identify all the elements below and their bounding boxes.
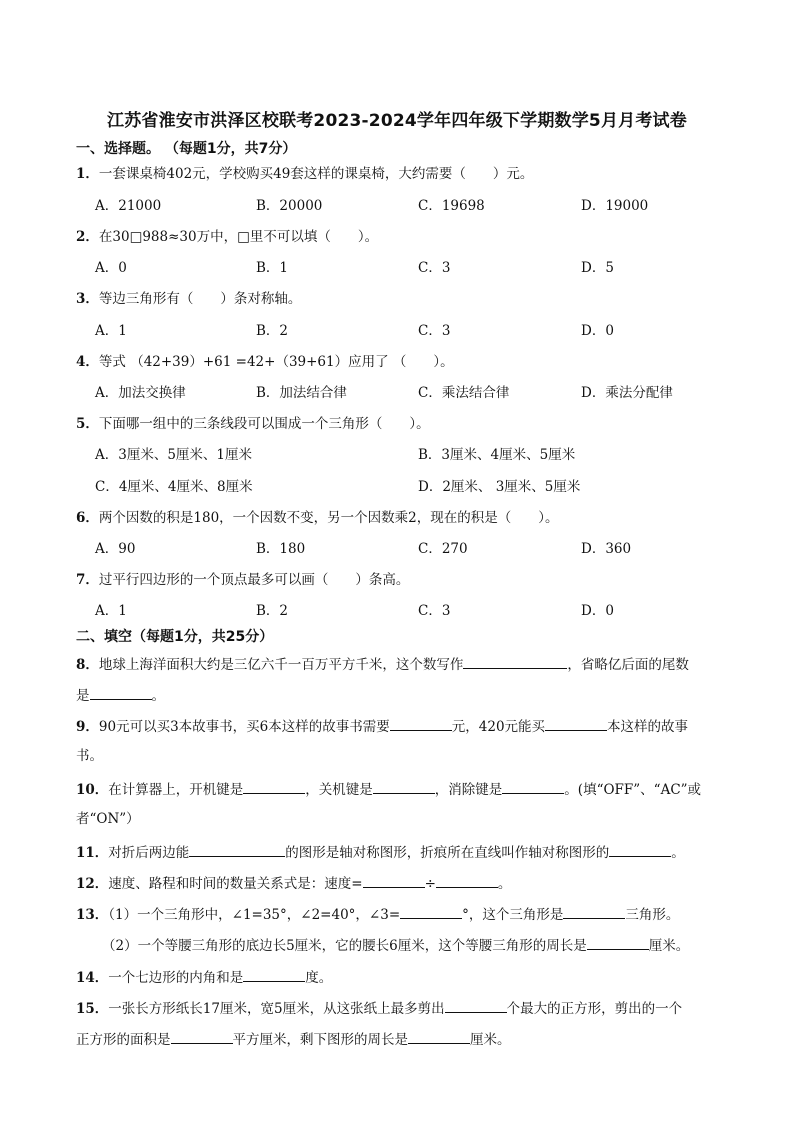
option-b[interactable]: B．2	[256, 323, 289, 339]
question-number: 10．	[76, 782, 109, 798]
answer-blank[interactable]	[243, 778, 305, 794]
answer-blank[interactable]	[171, 1028, 233, 1044]
question-8	[76, 653, 689, 675]
question-text: 厘米。	[648, 938, 690, 954]
answer-blank[interactable]	[445, 997, 507, 1013]
answer-blank[interactable]	[408, 1028, 470, 1044]
question-11	[76, 841, 685, 863]
option-c[interactable]: C．270	[418, 541, 468, 557]
question-text: 两个因数的积是180，一个因数不变，另一个因数乘2，现在的积是（ ）。	[98, 510, 559, 526]
option-c[interactable]: C．4厘米、4厘米、8厘米	[95, 479, 253, 495]
option-b[interactable]: B．加法结合律	[256, 385, 347, 401]
option-a[interactable]: A．90	[95, 541, 136, 557]
question-9	[76, 715, 688, 737]
answer-blank[interactable]	[400, 903, 462, 919]
option-b[interactable]: B．1	[256, 260, 289, 276]
question-text: 在计算器上，开机键是	[108, 782, 244, 798]
question-5	[76, 414, 430, 434]
question-text: 一张长方形纸长17厘米，宽5厘米，从这张纸上最多剪出	[108, 1001, 445, 1017]
question-text: 90元可以买3本故事书，买6本这样的故事书需要	[98, 719, 390, 735]
question-number: 13．	[76, 907, 109, 923]
option-c[interactable]: C．3	[418, 323, 451, 339]
question-3	[76, 289, 301, 309]
question-number: 6．	[76, 510, 99, 526]
question-number: 1．	[76, 166, 99, 182]
question-text: 是	[76, 688, 90, 704]
question-12	[76, 872, 511, 894]
answer-blank[interactable]	[545, 715, 607, 731]
question-text: 等边三角形有（ ）条对称轴。	[98, 291, 302, 307]
option-a[interactable]: A．21000	[95, 198, 162, 214]
option-c[interactable]: C．3	[418, 603, 451, 619]
question-text: 。	[151, 688, 165, 704]
question-13-part-2	[102, 934, 689, 956]
question-text: 三角形。	[625, 907, 680, 923]
answer-blank[interactable]	[373, 778, 435, 794]
question-7	[76, 570, 409, 590]
question-text: 一套课桌椅402元，学校购买49套这样的课桌椅，大约需要（ ）元。	[98, 166, 534, 182]
question-number: 11．	[76, 845, 109, 861]
question-text: 。(填“OFF”、“AC”或	[564, 782, 702, 798]
question-text: °，这个三角形是	[462, 907, 564, 923]
question-number: 3．	[76, 291, 99, 307]
question-number: 15．	[76, 1001, 109, 1017]
question-text: ，关机键是	[305, 782, 373, 798]
question-text: 。	[671, 845, 685, 861]
question-6	[76, 508, 559, 528]
question-number: 12．	[76, 876, 109, 892]
question-number: 14．	[76, 970, 109, 986]
answer-blank[interactable]	[90, 684, 152, 700]
question-text: 度。	[305, 970, 333, 986]
question-10	[76, 778, 701, 800]
question-text: 等式 （42+39）+61 =42+（39+61）应用了 （ ）。	[98, 354, 454, 370]
question-text: ，省略亿后面的尾数	[567, 657, 689, 673]
question-14	[76, 966, 332, 988]
question-number: 7．	[76, 572, 99, 588]
option-d[interactable]: D．0	[581, 323, 614, 339]
question-10-cont: 者“ON”）	[76, 811, 140, 827]
answer-blank[interactable]	[587, 934, 649, 950]
option-d[interactable]: D．0	[581, 603, 614, 619]
question-15	[76, 997, 682, 1019]
question-13	[76, 903, 679, 925]
question-number: 4．	[76, 354, 99, 370]
question-number: 9．	[76, 719, 99, 735]
question-text: 的图形是轴对称图形，折痕所在直线叫作轴对称图形的	[285, 845, 610, 861]
answer-blank[interactable]	[189, 841, 285, 857]
option-c[interactable]: C．19698	[418, 198, 485, 214]
answer-blank[interactable]	[390, 715, 452, 731]
answer-blank[interactable]	[436, 872, 498, 888]
answer-blank[interactable]	[243, 966, 305, 982]
option-d[interactable]: D．360	[581, 541, 632, 557]
question-text: 个最大的正方形，剪出的一个	[506, 1001, 683, 1017]
question-number: 8．	[76, 657, 99, 673]
option-b[interactable]: B．180	[256, 541, 306, 557]
answer-blank[interactable]	[563, 903, 625, 919]
option-c[interactable]: C．3	[418, 260, 451, 276]
section-heading-choice: 一、选择题。 （每题1分，共7分）	[76, 141, 297, 157]
answer-blank[interactable]	[463, 653, 567, 669]
question-9-cont: 书。	[76, 748, 103, 764]
question-2	[76, 227, 378, 247]
option-b[interactable]: B．3厘米、4厘米、5厘米	[418, 447, 576, 463]
option-d[interactable]: D．5	[581, 260, 614, 276]
question-text: ÷	[424, 876, 436, 892]
question-text: 过平行四边形的一个顶点最多可以画（ ）条高。	[98, 572, 410, 588]
question-text: 厘米。	[470, 1032, 511, 1048]
question-text: 一个七边形的内角和是	[108, 970, 244, 986]
option-d[interactable]: D．乘法分配律	[581, 385, 673, 401]
option-a[interactable]: A．1	[95, 323, 127, 339]
question-text: 在30□988≈30万中，□里不可以填（ ）。	[98, 229, 379, 245]
option-d[interactable]: D．2厘米、 3厘米、5厘米	[418, 479, 581, 495]
option-a[interactable]: A．3厘米、5厘米、1厘米	[95, 447, 253, 463]
question-text: 本这样的故事	[607, 719, 689, 735]
option-a[interactable]: A．加法交换律	[95, 385, 186, 401]
question-1	[76, 164, 533, 184]
section-heading-fill: 二、填空（每题1分，共25分）	[76, 629, 274, 645]
question-text: 下面哪一组中的三条线段可以围成一个三角形（ ）。	[98, 416, 430, 432]
question-8-cont	[76, 684, 165, 706]
question-text: （2）一个等腰三角形的底边长5厘米，它的腰长6厘米，这个等腰三角形的周长是	[102, 938, 587, 954]
option-b[interactable]: B．2	[256, 603, 289, 619]
option-b[interactable]: B．20000	[256, 198, 323, 214]
option-a[interactable]: A．1	[95, 603, 127, 619]
question-text: 地球上海洋面积大约是三亿六千一百万平方千米，这个数写作	[98, 657, 464, 673]
question-text: 平方厘米，剩下图形的周长是	[232, 1032, 408, 1048]
answer-blank[interactable]	[609, 841, 671, 857]
question-15-cont	[76, 1028, 511, 1050]
question-text: 正方形的面积是	[76, 1032, 171, 1048]
question-text: ，消除键是	[434, 782, 503, 798]
option-c[interactable]: C．乘法结合律	[418, 385, 510, 401]
option-d[interactable]: D．19000	[581, 198, 649, 214]
question-4	[76, 352, 454, 372]
question-text: 速度、路程和时间的数量关系式是：速度=	[108, 876, 363, 892]
answer-blank[interactable]	[502, 778, 564, 794]
question-text: 元，420元能买	[451, 719, 546, 735]
option-a[interactable]: A．0	[95, 260, 127, 276]
question-number: 5．	[76, 416, 99, 432]
question-text: 对折后两边能	[108, 845, 190, 861]
answer-blank[interactable]	[363, 872, 425, 888]
question-text: （1）一个三角形中，∠1=35°，∠2=40°，∠3=	[108, 907, 401, 923]
question-text: 。	[497, 876, 512, 892]
page-title: 江苏省淮安市洪泽区校联考2023-2024学年四年级下学期数学5月月考试卷	[107, 111, 687, 131]
question-number: 2．	[76, 229, 99, 245]
